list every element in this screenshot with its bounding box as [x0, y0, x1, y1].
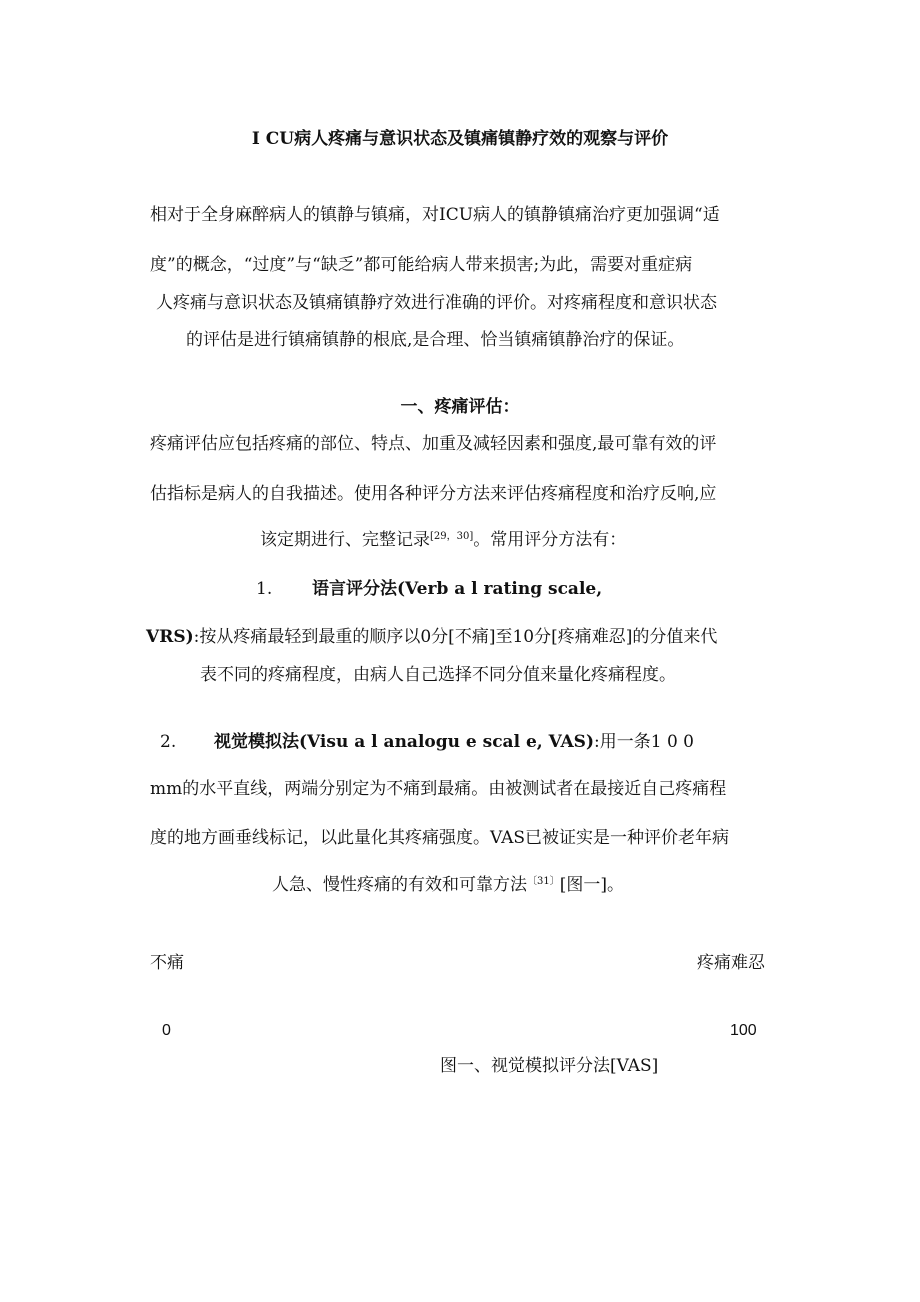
- item-vas-line-1: [214, 731, 694, 753]
- item-vas-line-2: mm的水平直线，两端分别定为不痛到最痛。由被测试者在最接近自己疼痛程: [150, 779, 727, 799]
- item-vrs-number: 1.: [256, 579, 273, 599]
- vas-min-value: 0: [162, 1022, 171, 1039]
- item-vas-description: :用一条1 0 0: [594, 732, 694, 752]
- section1-line-3-text: 该定期进行、完整记录: [260, 530, 430, 550]
- vas-left-label: 不痛: [150, 953, 184, 973]
- item-vas-line-4: [272, 874, 624, 896]
- vas-right-label: 疼痛难忍: [697, 953, 765, 973]
- item-vas-label: 视觉模拟法(Visu a l analogu e scal e, VAS): [214, 732, 594, 752]
- item-vrs-line-2: [146, 626, 717, 648]
- intro-line-2: 度”的概念，“过度”与“缺乏”都可能给病人带来损害;为此，需要对重症病: [150, 255, 693, 275]
- intro-line-3: 人疼痛与意识状态及镇痛镇静疗效进行准确的评价。对疼痛程度和意识状态: [156, 293, 717, 313]
- section1-line-3-tail: 。常用评分方法有：: [473, 530, 627, 550]
- item-vrs-line-3: 表不同的疼痛程度，由病人自己选择不同分值来量化疼痛程度。: [200, 665, 676, 685]
- document-title: I CU病人疼痛与意识状态及镇痛镇静疗效的观察与评价: [251, 129, 669, 149]
- figure-caption: 图一、视觉模拟评分法[VAS]: [440, 1056, 659, 1076]
- section1-line-2: 估指标是病人的自我描述。使用各种评分方法来评估疼痛程度和治疗反响,应: [150, 484, 717, 504]
- section1-line-3: [260, 529, 626, 551]
- item-vas-line-4-text: 人急、慢性疼痛的有效和可靠方法: [272, 875, 527, 895]
- intro-line-4: 的评估是进行镇痛镇静的根底,是合理、恰当镇痛镇静治疗的保证。: [186, 330, 685, 350]
- section1-line-1: 疼痛评估应包括疼痛的部位、特点、加重及减轻因素和强度,最可靠有效的评: [150, 434, 717, 454]
- citation-ref-29-30: [29，30]: [430, 531, 474, 542]
- vas-max-value: 100: [730, 1022, 757, 1039]
- item-vrs-description: :按从疼痛最轻到最重的顺序以0分[不痛]至10分[疼痛难忍]的分值来代: [193, 627, 718, 647]
- item-vrs-label: 语言评分法(Verb a l rating scale,: [312, 579, 603, 599]
- item-vas-number: 2.: [160, 732, 177, 752]
- intro-line-1: 相对于全身麻醉病人的镇静与镇痛，对ICU病人的镇静镇痛治疗更加强调“适: [150, 205, 720, 225]
- item-vas-line-3: 度的地方画垂线标记，以此量化其疼痛强度。VAS已被证实是一种评价老年病: [150, 828, 730, 848]
- citation-ref-31: 〔31〕: [527, 876, 560, 887]
- item-vas-line-4-tail: [图一]。: [559, 875, 624, 895]
- item-vrs-abbrev: VRS): [146, 627, 194, 647]
- section-heading-pain-assessment: 一、疼痛评估：: [400, 397, 520, 417]
